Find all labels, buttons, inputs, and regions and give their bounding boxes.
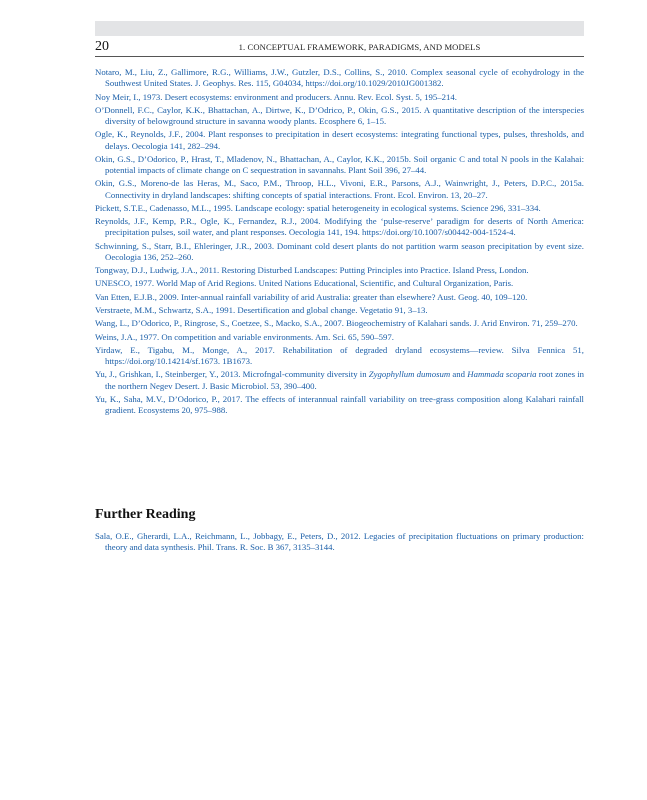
reference-item: Van Etten, E.J.B., 2009. Inter-annual rainfall variability of arid Australia: greater than elsewhere? Aust. Geog. 40, 109–120. bbox=[95, 291, 528, 302]
reference-item: Schwinning, S., Starr, B.I., Ehleringer, J.R., 2003. Dominant cold desert plants do not partition warm season precipitation by event size. Oecologia 136, 252–260. bbox=[95, 240, 584, 262]
reference-item: Yu, K., Saha, M.V., D’Odorico, P., 2017. The effects of interannual rainfall variability on tree-grass composition along Kalahari rainfall gradient. Ecosystems 20, 975–988. bbox=[95, 393, 584, 416]
reference-item: Yirdaw, E., Tigabu, M., Monge, A., 2017. Rehabilitation of degraded dryland ecosystems—review. Silva Fennica 51, https://doi.org/10.14214/sf.1673. 1B1673. bbox=[95, 344, 584, 367]
reference-item: Reynolds, J.F., Kemp, P.R., Ogle, K., Fernandez, R.J., 2004. Modifying the ‘pulse-reserve’ paradigm for deserts of North America: precipitation pulses, soil water, and plant responses. Oecologia 141, 194. https://doi.org/10.1007/s00442-004-1524-4. bbox=[95, 216, 584, 238]
reference-item: Ogle, K., Reynolds, J.F., 2004. Plant responses to precipitation in desert ecosystems: integrating functional types, pulses, thresholds, and delays. Oecologia 141, 282–294. bbox=[95, 129, 584, 151]
page-number: 20 bbox=[95, 39, 109, 54]
reference-item: Noy Meir, I., 1973. Desert ecosystems: environment and producers. Annu. Rev. Ecol. Syst. 5, 195–214. bbox=[95, 91, 457, 102]
reference-item: Okin, G.S., D’Odorico, P., Hrast, T., Mladenov, N., Bhattachan, A., Caylor, K.K., 2015b. Soil organic C and total N pools in the Kalahai: potential impacts of climate change on C sequestration in savannahs. Plant Soil 396, 27–44. bbox=[95, 153, 584, 175]
reference-item: Notaro, M., Liu, Z., Gallimore, R.G., Williams, J.W., Gutzler, D.S., Collins, S., 2010. Complex seasonal cycle of ecohydrology in the Southwest United States. J. Geophys. Res. 115, G04034, https://doi.org/10.1029/2010JG001382. bbox=[95, 67, 584, 89]
reference-text: and bbox=[450, 369, 468, 380]
reference-item: Wang, L., D’Odorico, P., Ringrose, S., Coetzee, S., Macko, S.A., 2007. Biogeochemistry of Kalahari sands. J. Arid Environ. 71, 259–270. bbox=[95, 318, 578, 329]
further-reading-list bbox=[95, 531, 584, 556]
reference-item bbox=[95, 369, 584, 391]
further-reading-heading: Further Reading bbox=[95, 507, 196, 522]
reference-item: Weins, J.A., 1977. On competition and variable environments. Am. Sci. 65, 590–597. bbox=[95, 331, 394, 342]
reference-text: root zones in the northern Negev Desert. J. Basic Microbiol. 53, 390–400. bbox=[105, 369, 584, 391]
reference-item: Sala, O.E., Gherardi, L.A., Reichmann, L., Jobbagy, E., Peters, D., 2012. Legacies of precipitation fluctuations on primary production: theory and data synthesis. Phil. Trans. R. Soc. B 367, 3135–3144. bbox=[95, 531, 584, 553]
header-bar bbox=[95, 21, 584, 36]
reference-item: UNESCO, 1977. World Map of Arid Regions. United Nations Educational, Scientific, and Cultural Organization, Paris. bbox=[95, 278, 514, 289]
species-name: Hammada scoparia bbox=[467, 369, 537, 380]
species-name: Zygophyllum dumosum bbox=[368, 369, 451, 380]
reference-item: O’Donnell, F.C., Caylor, K.K., Bhattachan, A., Dirtwe, K., D’Odrico, P., Okin, G.S., 2015. A quantitative description of the interspecies diversity of belowground structure in savanna woody plants. Ecosphere 6, 1–15. bbox=[95, 104, 584, 126]
reference-item: Verstraete, M.M., Schwartz, S.A., 1991. Desertification and global change. Vegetatio 91, 3–13. bbox=[95, 304, 428, 315]
reference-list bbox=[95, 67, 584, 418]
running-head: 1. CONCEPTUAL FRAMEWORK, PARADIGMS, AND MODELS bbox=[238, 42, 481, 52]
reference-item: Pickett, S.T.E., Cadenasso, M.L., 1995. Landscape ecology: spatial heterogeneity in ecological systems. Science 296, 331–334. bbox=[95, 202, 541, 213]
reference-item: Tongway, D.J., Ludwig, J.A., 2011. Restoring Disturbed Landscapes: Putting Principles into Practice. Island Press, London. bbox=[95, 265, 529, 276]
page-header bbox=[95, 38, 584, 57]
reference-text: Yu, J., Grishkan, I., Steinberger, Y., 2013. Microfngal-community diversity in bbox=[95, 369, 369, 380]
reference-item: Okin, G.S., Moreno-de las Heras, M., Saco, P.M., Throop, H.L., Vivoni, E.R., Parsons, A.J., Wainwright, J., Peters, D.P.C., 2015a. Connectivity in dryland landscapes: shifting concepts of spatial interactions. Front. Ecol. Environ. 13, 20–27. bbox=[95, 178, 584, 200]
